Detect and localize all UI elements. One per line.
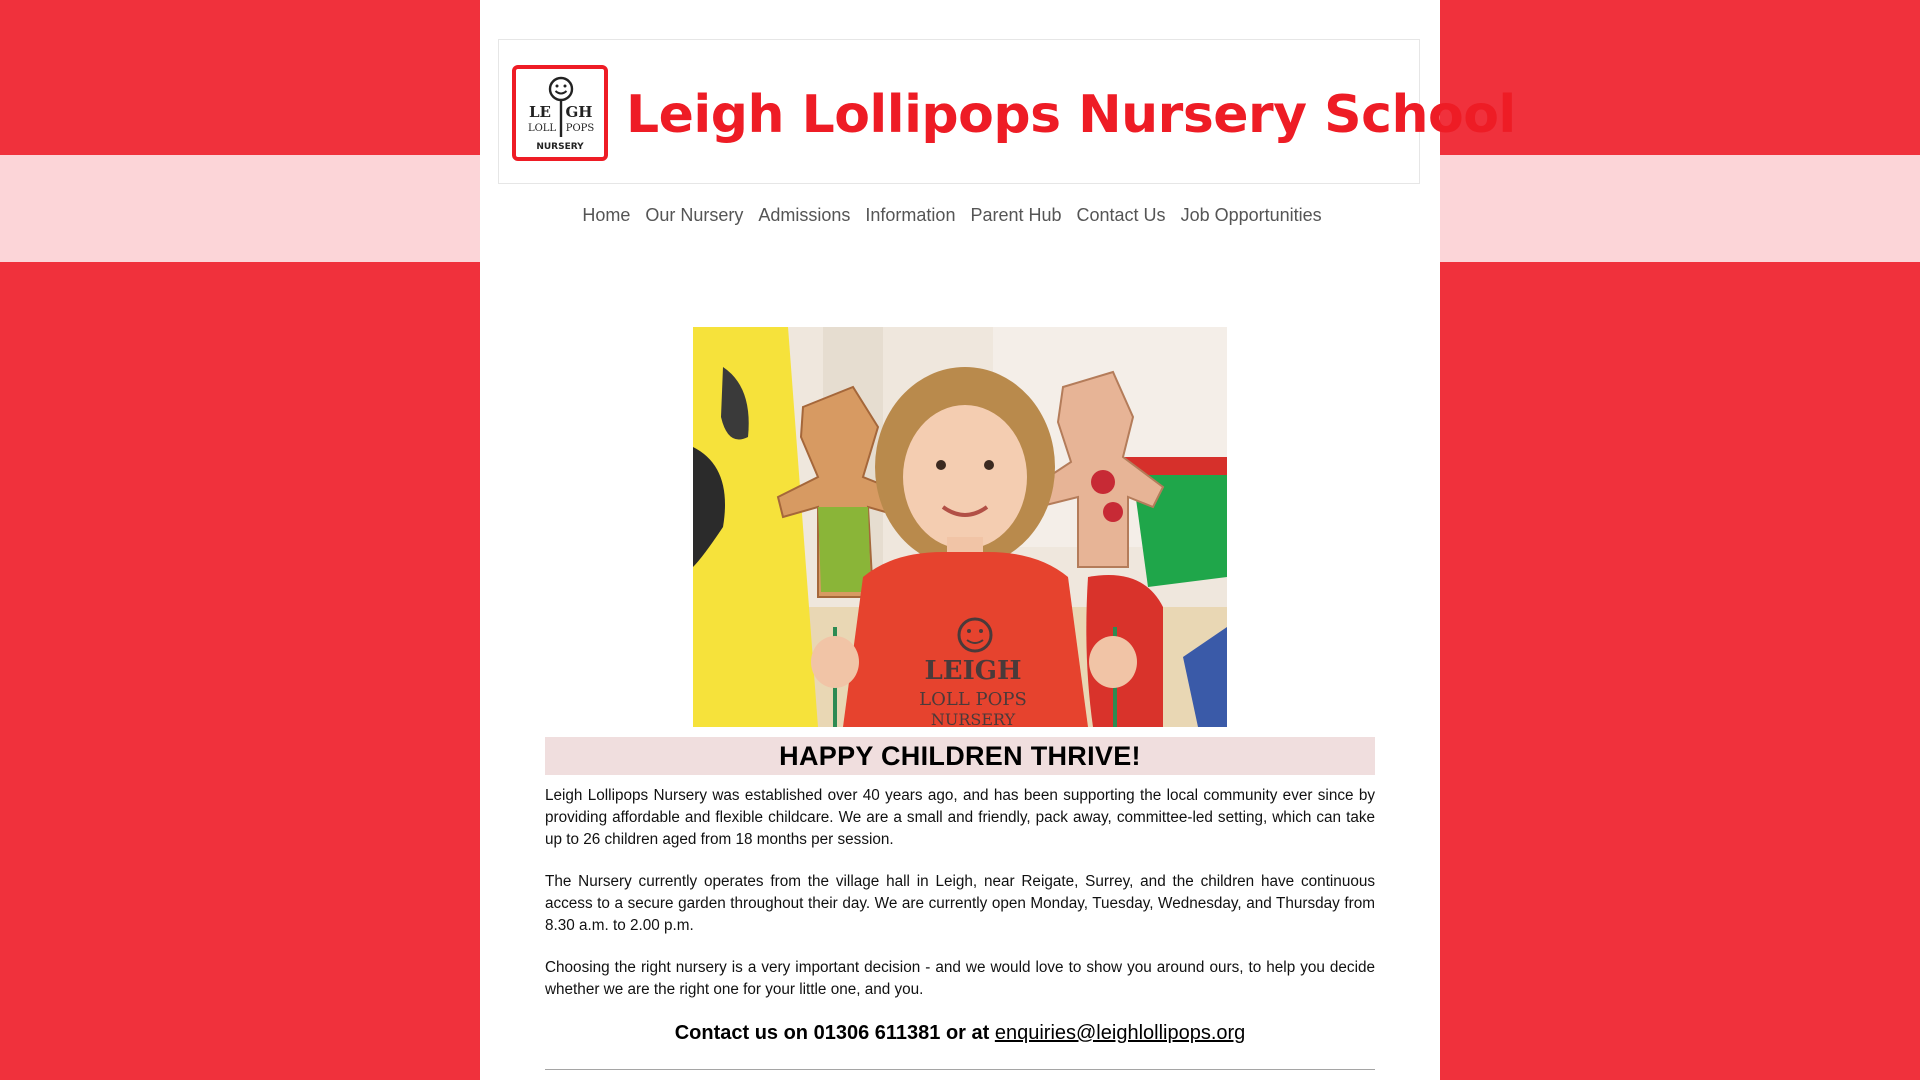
site-title[interactable]: Leigh Lollipops Nursery School	[626, 85, 1516, 145]
svg-text:POPS: POPS	[565, 123, 595, 134]
svg-text:LE: LE	[529, 103, 551, 121]
shirt-logo-text-bottom: NURSERY	[930, 710, 1016, 727]
nav-item-job-opportunities[interactable]: Job Opportunities	[1180, 205, 1322, 225]
nav-item-our-nursery[interactable]: Our Nursery	[645, 205, 744, 225]
nav-item-parent-hub[interactable]: Parent Hub	[970, 205, 1062, 225]
nav-item-home[interactable]: Home	[582, 205, 631, 225]
intro-paragraph-2: The Nursery currently operates from the village hall in Leigh, near Reigate, Surrey, and the children have continuous access to a secure garden throughout their day. We are currently open Monday, Tuesday, Wednesday, and Thursday from 8.30 a.m. to 2.00 p.m.	[545, 873, 1375, 934]
nav-item-contact-us[interactable]: Contact Us	[1076, 205, 1166, 225]
shirt-logo-text-top: LEIGH	[924, 656, 1022, 686]
divider	[545, 1069, 1375, 1070]
nav-item-admissions[interactable]: Admissions	[758, 205, 851, 225]
main-navigation	[472, 205, 1432, 226]
nav-item-information[interactable]: Information	[865, 205, 956, 225]
hero-photo	[693, 327, 1227, 727]
svg-text:LOLL: LOLL	[527, 123, 557, 134]
svg-text:NURSERY: NURSERY	[536, 142, 584, 152]
svg-text:GH: GH	[565, 103, 593, 121]
contact-line	[545, 1022, 1375, 1045]
tagline-banner	[545, 737, 1375, 775]
tagline-heading: HAPPY CHILDREN THRIVE!	[779, 740, 1141, 771]
page-container	[480, 0, 1516, 1080]
intro-paragraph-1: Leigh Lollipops Nursery was established over 40 years ago, and has been supporting the local community ever since by providing affordable and flexible childcare. We are a small and friendly, pack away, committee-led setting, which can take up to 26 children aged from 18 months per session.	[545, 787, 1375, 848]
shirt-logo-text-middle: LOLL POPS	[919, 689, 1027, 710]
nursery-logo[interactable]	[512, 65, 608, 161]
contact-email-link[interactable]: enquiries@leighlollipops.org	[994, 1022, 1246, 1044]
contact-phone-text: Contact us on 01306 611381 or at	[674, 1022, 990, 1044]
intro-paragraph-3: Choosing the right nursery is a very important decision - and we would love to show you around ours, to help you decide whether we are the right one for your little one, and you.	[545, 959, 1375, 998]
